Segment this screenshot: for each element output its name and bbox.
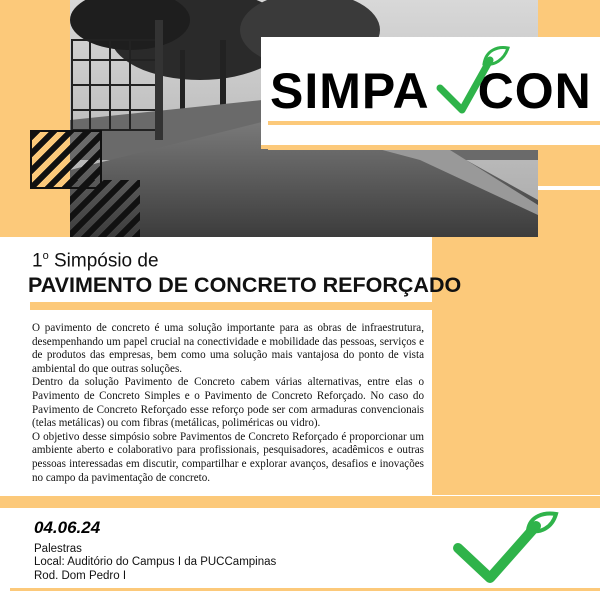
body-paragraph: O pavimento de concreto é uma solução importante para as obras de infraestrutura, desempenhando um papel crucial na conectividade e mobilidade das pessoas, serviços e de produtos das empresas, bem como uma solução mais vantajosa do ponto de vista ambiental do que outras soluções. <box>32 322 424 375</box>
title-subtitle <box>32 250 159 272</box>
event-date: 04.06.24 <box>34 518 101 537</box>
orange-band-bottom <box>0 496 600 508</box>
title-underline-bar <box>30 302 438 310</box>
event-type: Palestras <box>34 543 82 555</box>
title-subtitle-text: Simpósio de <box>48 250 159 272</box>
logo-text-left: SIMPA <box>270 63 430 119</box>
hatch-pattern-box-lower <box>70 180 140 237</box>
event-location: Local: Auditório do Campus I da PUCCampinas <box>34 556 277 568</box>
logo-check-icon <box>432 44 510 121</box>
simpacon-logo <box>270 62 592 120</box>
logo-text-right: CON <box>477 63 592 119</box>
body-paragraph: O objetivo desse simpósio sobre Pavimentos de Concreto Reforçado é proporcionar um ambiente aberto e colaborativo para profissionais, pesquisadores, acadêmicos e outras pessoas interessadas em discutir, compartilhar e explorar avanços, desafios e inovações no campo da pavimentação de concreto. <box>32 430 424 484</box>
logo-underline-secondary <box>268 146 600 150</box>
title-ordinal: o <box>42 250 49 262</box>
logo-underline <box>268 121 600 125</box>
bottom-rule <box>10 588 600 591</box>
body-paragraph: Dentro da solução Pavimento de Concreto cabem várias alternativas, entre elas o Pavimento de Concreto Simples e o Pavimento de Concreto Reforçado. No caso do Pavimento de Concreto Reforçado esse reforço pode ser com armaduras convencionais (telas metálicas) ou com fibras (metálicas, poliméricas ou vidro). <box>32 376 424 430</box>
body-text <box>32 322 424 485</box>
check-leaf-icon <box>450 510 560 590</box>
event-address: Rod. Dom Pedro I <box>34 570 127 582</box>
title-number: 1 <box>32 250 43 272</box>
page-title: PAVIMENTO DE CONCRETO REFORÇADO <box>28 273 462 297</box>
